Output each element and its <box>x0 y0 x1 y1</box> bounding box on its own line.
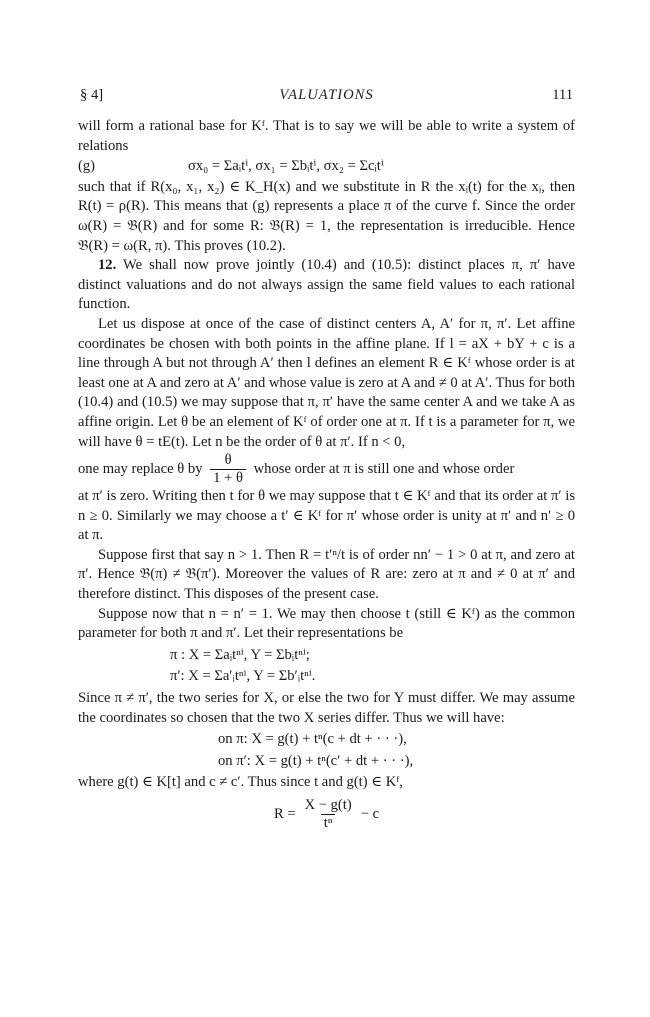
fraction-theta <box>210 452 246 487</box>
replace-theta-post: whose order at π is still one and whose order <box>253 460 515 477</box>
series-on-pi: on π: X = g(t) + tⁿ(c + dt + · · ·), <box>218 731 407 748</box>
book-page <box>78 86 575 832</box>
fraction-theta-numerator: θ <box>224 452 232 469</box>
fraction-theta-denominator: 1 + θ <box>210 469 246 487</box>
running-header <box>78 86 575 108</box>
section-number: 12. <box>98 257 117 274</box>
fraction-r-denominator: tⁿ <box>321 814 336 832</box>
paragraph-distinct-centers: Let us dispose at once of the case of distinct centers A, A′ for π, π′. Let affine coordinates be chosen with both points in the affine plane. If l = aX + bY + c is a line through A but not through A′ then l defines an element R ∈ Kᶠ whose order is at least one at A and zero at A′ and whose value is zero at A and ≠ 0 at A′. Thus for both (10.4) and (10.5) we may suppose that π, π′ have the same center A and we take A as affine origin. Let θ be an element of Kᶠ of order one at π. If t is a parameter for π, we will have θ = tE(t). Let n be the order of θ at π′. If n < 0, <box>78 315 575 450</box>
paragraph-substitution: such that if R(x₀, x₁, x₂) ∈ K_H(x) and we substitute in R the xᵢ(t) for the xᵢ, then R(t) = ρ(R). This means that (g) represents a place π of the curve f. Since the order ω(R) = 𝔅(R) and for some R: 𝔅(R) = 1, the representation is irreducible. Hence 𝔅(R) = ω(R, π). This proves (10.2). <box>78 178 575 254</box>
equation-r <box>78 797 575 832</box>
page-number: 111 <box>552 87 573 103</box>
paragraph-where-g: where g(t) ∈ K[t] and c ≠ c′. Thus since t and g(t) ∈ Kᶠ, <box>78 774 403 791</box>
paragraph-order-zero: at π′ is zero. Writing then t for θ we may suppose that t ∈ Kᶠ and that its order at π′ is n ≥ 0. Similarly we may choose a t′ ∈ Kᶠ for π′ whose order is unity at π′ and n′ ≥ 0 at π. <box>78 488 575 544</box>
equation-r-lhs: R = <box>273 805 296 822</box>
replace-theta-pre: one may replace θ by <box>78 460 203 477</box>
representation-pi: π : X = Σaᵢtⁿⁱ, Y = Σbᵢtⁿⁱ; <box>170 646 310 663</box>
header-section: § 4] <box>80 87 104 103</box>
paragraph-section-12 <box>78 256 575 315</box>
series-on-pi-prime: on π′: X = g(t) + tⁿ(c′ + dt + · · ·), <box>218 752 414 769</box>
paragraph-rational-base: will form a rational base for Kᶠ. That is to say we will be able to write a system of relations <box>78 118 575 154</box>
equation-g-body: σx₀ = Σaᵢtⁱ, σx₁ = Σbᵢtⁱ, σx₂ = Σcᵢtⁱ <box>188 158 384 175</box>
paragraph-replace-theta <box>78 452 575 487</box>
representation-pi-prime: π′: X = Σa′ᵢtⁿⁱ, Y = Σb′ᵢtⁿⁱ. <box>170 668 316 685</box>
header-title: VALUATIONS <box>279 87 374 103</box>
paragraph-case-n-equal: Suppose now that n = n′ = 1. We may then choose t (still ∈ Kᶠ) as the common parameter for both π and π′. Let their representations be <box>78 605 575 642</box>
section-12-text: We shall now prove jointly (10.4) and (10.5): distinct places π, π′ have distinct valuations and do not always assign the same field values to each rational function. <box>78 257 575 313</box>
equation-g <box>78 157 575 177</box>
paragraph-case-n-greater: Suppose first that say n > 1. Then R = t′ⁿ/t is of order nn′ − 1 > 0 at π, and zero at π′. Hence 𝔅(π) ≠ 𝔅(π′). Moreover the values of R are: zero at π and ≠ 0 at π′ and therefore distinct. This disposes of the present case. <box>78 546 575 603</box>
paragraph-series-differ: Since π ≠ π′, the two series for X, or else the two for Y must differ. We may assume the coordinates so chosen that the two X series differ. Thus we will have: <box>78 690 575 726</box>
equation-r-rhs: − c <box>360 805 380 822</box>
fraction-r-numerator: X − g(t) <box>304 797 352 813</box>
fraction-r <box>302 797 355 832</box>
equation-g-label: (g) <box>78 158 96 175</box>
